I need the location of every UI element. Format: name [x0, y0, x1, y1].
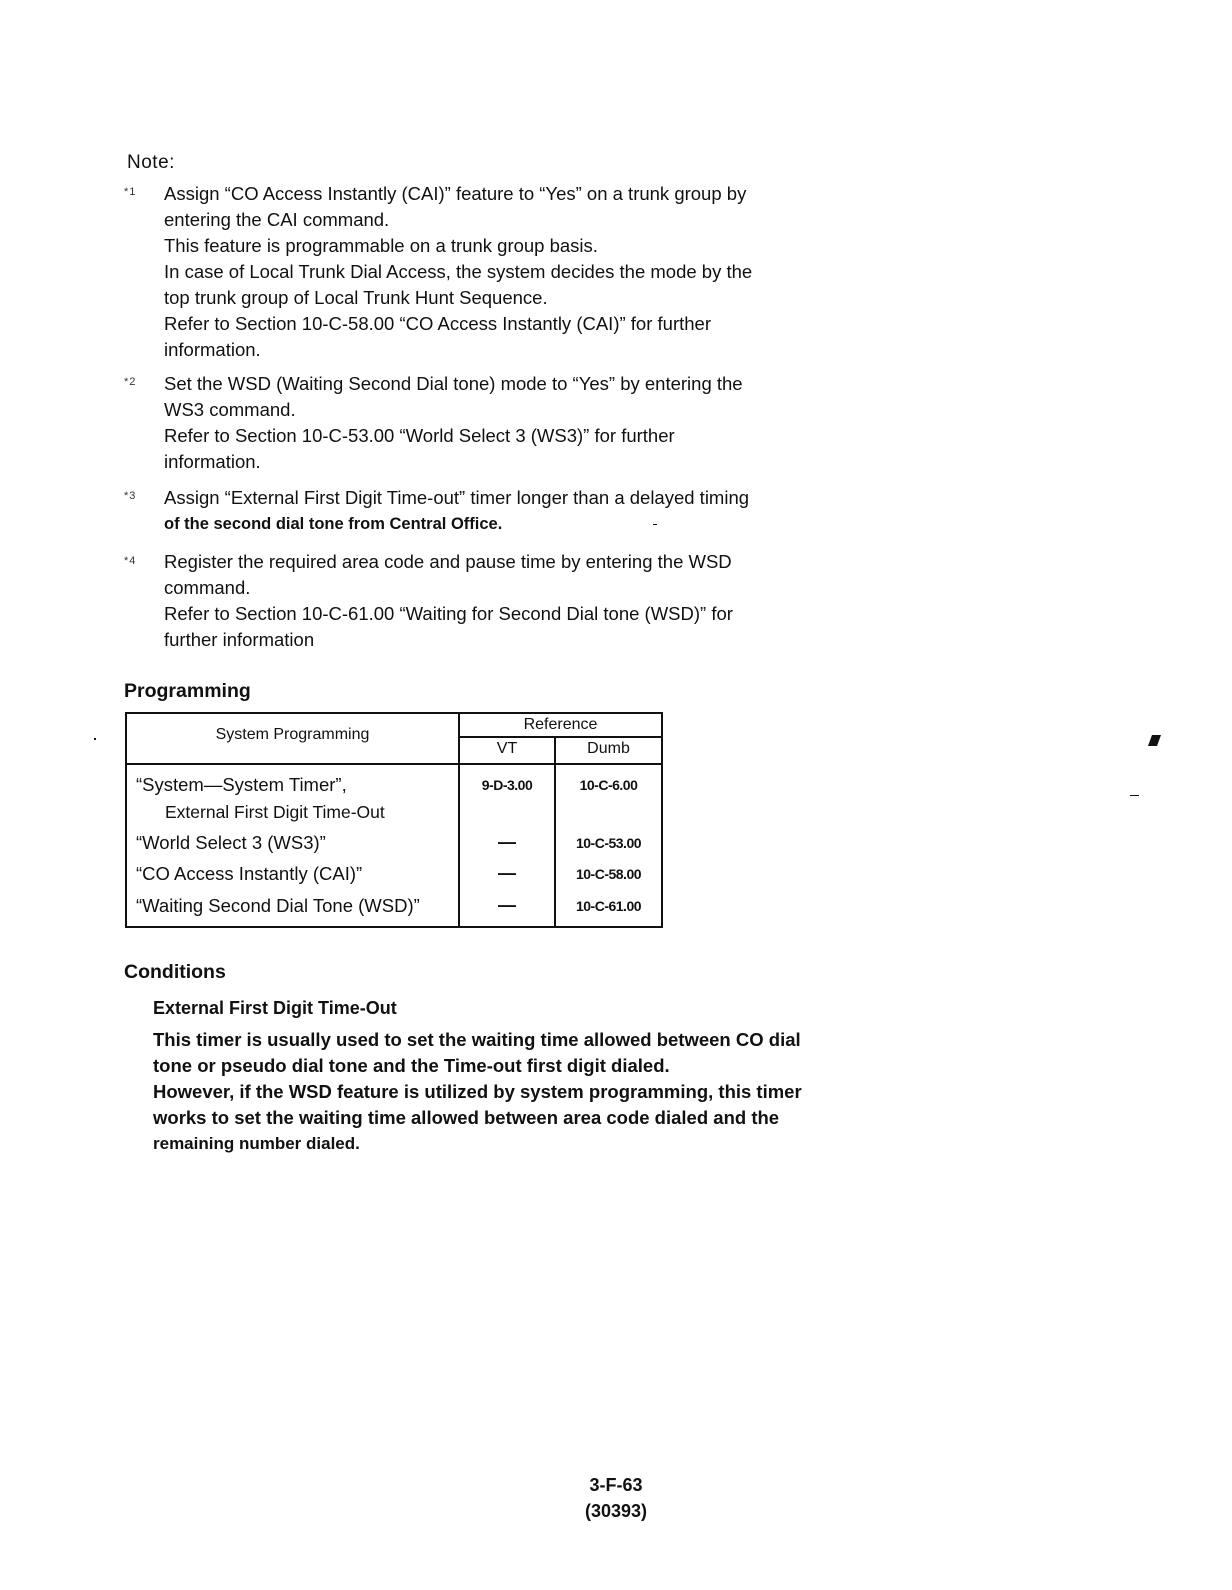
note-marker-3: *3 [124, 490, 137, 502]
header-vt: VT [496, 740, 518, 757]
header-reference: Reference [523, 716, 598, 733]
conditions-subheading: External First Digit Time-Out [153, 998, 397, 1018]
note-line: Refer to Section 10-C-58.00 “CO Access Instantly (CAI)” for further [164, 313, 711, 334]
table-cell-vt: — [498, 895, 516, 915]
note-item-3 [164, 485, 824, 537]
note-line: Set the WSD (Waiting Second Dial tone) mode to “Yes” by entering the [164, 373, 743, 394]
table-row-label: “Waiting Second Dial Tone (WSD)” [136, 895, 420, 916]
document-code: (30393) [584, 1501, 648, 1521]
note-line: Assign “CO Access Instantly (CAI)” feature to “Yes” on a trunk group by [164, 183, 747, 204]
scan-mark [1148, 735, 1161, 746]
note-line: WS3 command. [164, 399, 296, 420]
table-row-label: “System—System Timer”, [136, 774, 347, 795]
table-divider [127, 763, 661, 765]
scan-mark [94, 738, 96, 740]
note-line: In case of Local Trunk Dial Access, the system decides the mode by the [164, 261, 753, 282]
table-cell-vt: — [498, 863, 516, 883]
note-line: entering the CAI command. [164, 209, 390, 230]
table-row-sublabel: External First Digit Time-Out [165, 802, 385, 822]
conditions-heading: Conditions [124, 961, 226, 983]
note-line: information. [164, 451, 261, 472]
table-cell-dumb: 10-C-61.00 [575, 898, 642, 914]
note-line: Refer to Section 10-C-53.00 “World Select 3 (WS3)” for further [164, 425, 675, 446]
scan-mark [1130, 795, 1139, 796]
table-row-label: “CO Access Instantly (CAI)” [136, 863, 363, 884]
note-marker-1: *1 [124, 186, 137, 198]
note-line: Refer to Section 10-C-61.00 “Waiting for Second Dial tone (WSD)” for [164, 603, 733, 624]
note-line: This feature is programmable on a trunk group basis. [164, 235, 598, 256]
note-title: Note: [127, 152, 175, 173]
programming-table [125, 712, 663, 928]
note-line: Register the required area code and pause time by entering the WSD [164, 551, 732, 572]
programming-heading: Programming [124, 680, 251, 702]
table-cell-vt: 9-D-3.00 [481, 777, 533, 793]
header-system-programming: System Programming [215, 726, 370, 743]
page-number: 3-F-63 [589, 1475, 643, 1495]
conditions-line: This timer is usually used to set the waiting time allowed between CO dial [153, 1029, 801, 1050]
note-line: Assign “External First Digit Time-out” timer longer than a delayed timing [164, 487, 750, 508]
note-line: of the second dial tone from Central Office. [164, 515, 503, 533]
note-item-4 [164, 549, 824, 653]
note-item-1 [164, 181, 824, 363]
table-cell-vt: — [498, 832, 516, 852]
note-line: further information [164, 629, 315, 650]
table-divider [458, 736, 661, 738]
conditions-line: tone or pseudo dial tone and the Time-out first digit dialed. [153, 1055, 670, 1076]
table-cell-dumb: 10-C-53.00 [575, 835, 642, 851]
note-line: command. [164, 577, 251, 598]
conditions-line: However, if the WSD feature is utilized by system programming, this timer [153, 1081, 802, 1102]
header-dumb: Dumb [587, 740, 630, 757]
note-marker-4: *4 [124, 555, 137, 567]
table-row-label: “World Select 3 (WS3)” [136, 832, 326, 853]
conditions-body [153, 1027, 833, 1157]
conditions-line: works to set the waiting time allowed between area code dialed and the [153, 1107, 780, 1128]
conditions-line: remaining number dialed. [153, 1134, 360, 1153]
table-cell-dumb: 10-C-6.00 [579, 777, 638, 793]
note-item-2 [164, 371, 824, 475]
note-marker-2: *2 [124, 376, 137, 388]
note-line: information. [164, 339, 261, 360]
note-line: top trunk group of Local Trunk Hunt Sequence. [164, 287, 548, 308]
table-cell-dumb: 10-C-58.00 [575, 866, 642, 882]
scan-mark [653, 524, 657, 525]
